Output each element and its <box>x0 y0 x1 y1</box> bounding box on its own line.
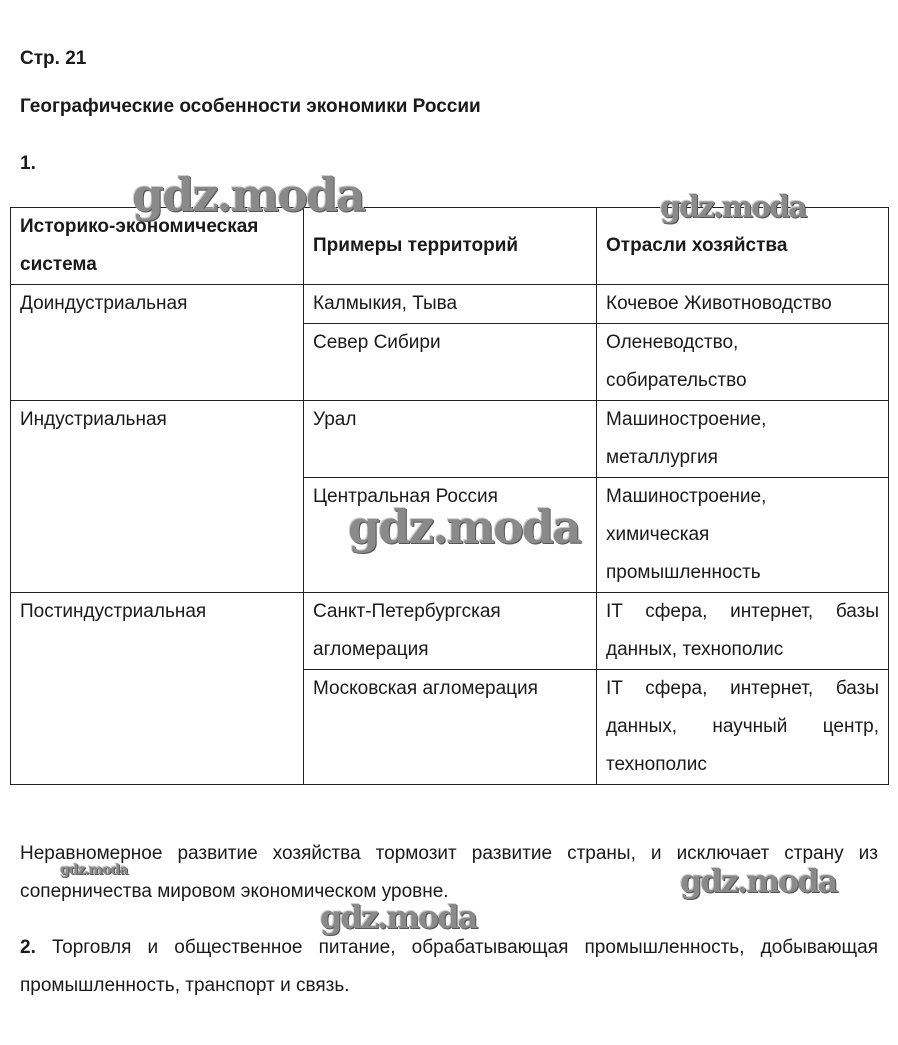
branches-cell: Машиностроение, металлургия <box>597 401 889 478</box>
watermark: gdz.moda <box>132 168 364 222</box>
table-row <box>11 285 889 324</box>
system-cell: Постиндустриальная <box>11 593 304 785</box>
watermark: gdz.moda <box>60 862 128 878</box>
page-number: Стр. 21 <box>20 48 87 69</box>
task-2-number: 2. <box>20 937 36 958</box>
table-row <box>11 593 889 670</box>
system-cell: Индустриальная <box>11 401 304 593</box>
territory-cell: Санкт-Петербургская агломерация <box>304 593 597 670</box>
economy-systems-table <box>10 207 889 785</box>
territory-cell: Урал <box>304 401 597 478</box>
branches-cell: Кочевое Животноводство <box>597 285 889 324</box>
watermark: gdz.moda <box>320 898 477 936</box>
column-header-territories: Примеры территорий <box>304 208 597 285</box>
system-cell: Доиндустриальная <box>11 285 304 401</box>
watermark: gdz.moda <box>660 190 806 225</box>
watermark: gdz.moda <box>680 862 837 900</box>
watermark: gdz.moda <box>348 500 580 554</box>
territory-cell: Север Сибири <box>304 324 597 401</box>
task-1-number: 1. <box>20 153 36 174</box>
column-header-branches: Отрасли хозяйства <box>597 208 889 285</box>
branches-cell: IT сфера, интернет, базы данных, технополис <box>597 593 889 670</box>
task-2-text: Торговля и общественное питание, обрабатывающая промышленность, добывающая промышленность, транспорт и связь. <box>20 937 878 996</box>
column-header-system: Историко-экономическая система <box>11 208 304 285</box>
branches-cell: IT сфера, интернет, базы данных, научный центр, технополис <box>597 670 889 785</box>
table-row <box>11 401 889 478</box>
conclusion-paragraph: Неравномерное развитие хозяйства тормозит развитие страны, и исключает страну из соперничества мировом экономическом уровне. <box>20 843 878 902</box>
task-2-paragraph <box>20 929 878 1005</box>
branches-cell: Машиностроение, химическая промышленность <box>597 478 889 593</box>
branches-cell: Оленеводство, собирательство <box>597 324 889 401</box>
territory-cell: Московская агломерация <box>304 670 597 785</box>
page-title: Географические особенности экономики России <box>20 96 481 117</box>
table-header-row <box>11 208 889 285</box>
territory-cell: Калмыкия, Тыва <box>304 285 597 324</box>
territory-cell: Центральная Россия <box>304 478 597 593</box>
